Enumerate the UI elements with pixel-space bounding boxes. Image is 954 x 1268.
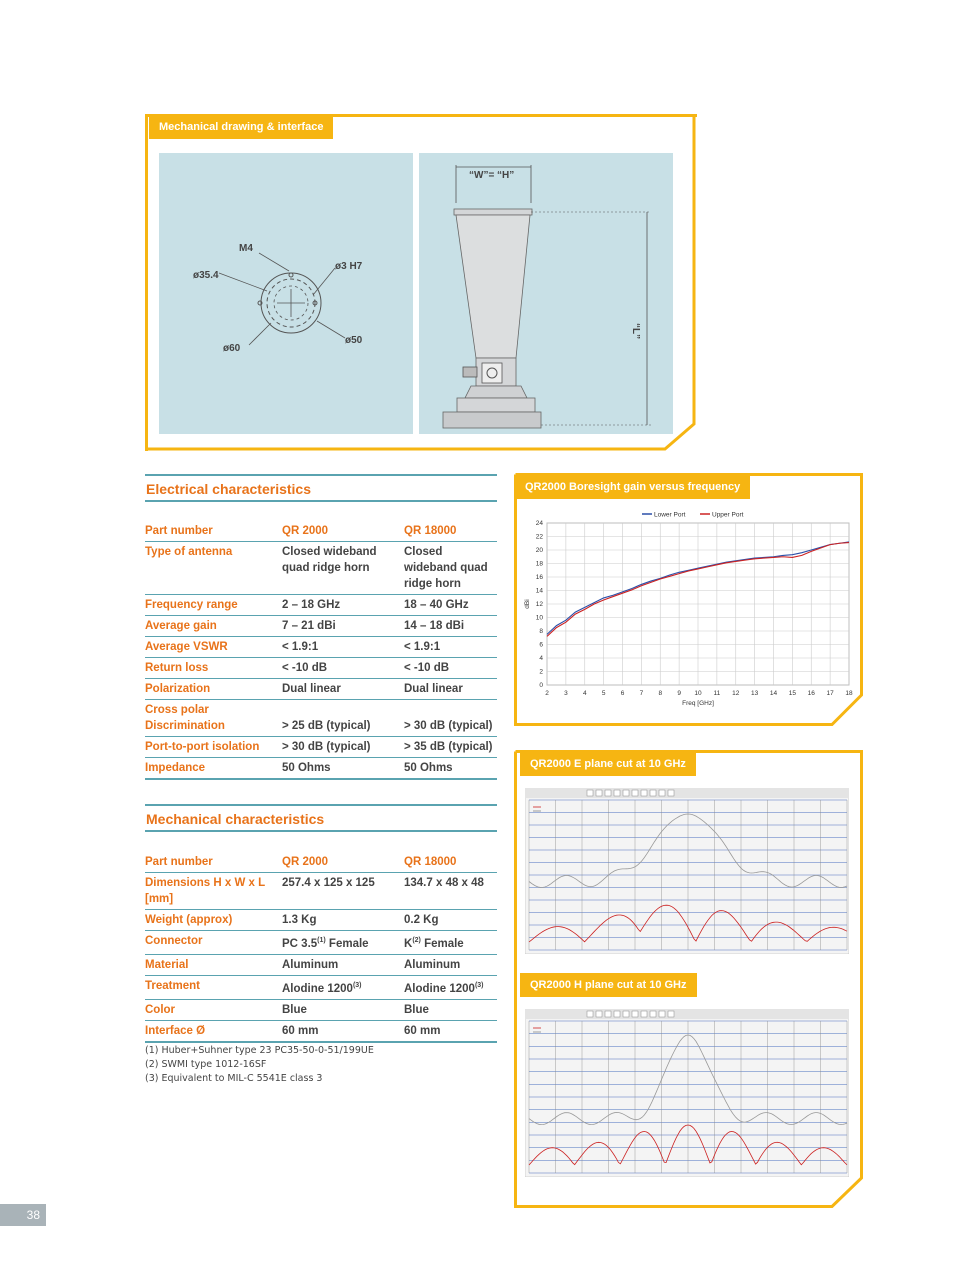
row-value-qr2000: 1.3 Kg bbox=[282, 914, 317, 926]
page-number: 38 bbox=[0, 1204, 46, 1226]
label-d35: ø35.4 bbox=[193, 270, 219, 281]
row-key: Average VSWR bbox=[145, 641, 228, 653]
row-value-qr18000 bbox=[404, 975, 497, 999]
table-row bbox=[145, 679, 497, 700]
front-view-panel bbox=[159, 153, 413, 434]
side-view-panel bbox=[419, 153, 673, 434]
gain-chart bbox=[515, 503, 860, 713]
row-value-qr2000: 7 – 21 dBi bbox=[282, 620, 336, 632]
row-value-qr18000: 0.2 Kg bbox=[404, 914, 439, 926]
mechanical-table bbox=[145, 852, 497, 1043]
row-key: Weight (approx) bbox=[145, 914, 233, 926]
row-value-qr2000: Dual linear bbox=[282, 683, 341, 695]
row-key: Connector bbox=[145, 935, 203, 947]
row-key: Material bbox=[145, 958, 189, 971]
toolbar-icon bbox=[605, 790, 611, 796]
y-tick-label: 16 bbox=[535, 574, 543, 581]
row-key: Return loss bbox=[145, 662, 209, 674]
toolbar-icon bbox=[659, 790, 665, 796]
table-row bbox=[145, 737, 497, 758]
x-tick-label: 13 bbox=[751, 690, 759, 697]
x-tick-label: 2 bbox=[545, 690, 549, 697]
y-tick-label: 22 bbox=[535, 533, 543, 541]
row-key: Impedance bbox=[145, 762, 206, 774]
row-value-qr2000: 2 – 18 GHz bbox=[282, 599, 341, 611]
row-value-qr2000: > 25 dB (typical) bbox=[282, 720, 371, 732]
pattern-background bbox=[525, 788, 849, 954]
row-value-qr2000: < -10 dB bbox=[282, 662, 328, 674]
connector-b: K bbox=[404, 937, 413, 950]
row-key: Port-to-port isolation bbox=[145, 741, 260, 753]
x-tick-label: 11 bbox=[713, 690, 721, 697]
x-tick-label: 9 bbox=[677, 690, 681, 697]
y-tick-label: 4 bbox=[539, 655, 543, 662]
mechanical-header-row bbox=[145, 852, 497, 873]
pattern-toolbar bbox=[525, 788, 849, 798]
row-key: Average gain bbox=[145, 620, 217, 632]
table-row bbox=[145, 954, 497, 975]
treatment-b: Alodine 1200 bbox=[404, 982, 475, 995]
row-value-qr18000: Closed wideband quad ridge horn bbox=[404, 546, 488, 590]
electrical-title: Electrical characteristics bbox=[145, 474, 497, 502]
row-value-qr2000 bbox=[282, 931, 404, 955]
row-value-qr2000: Aluminum bbox=[282, 958, 339, 971]
row-value-qr2000 bbox=[282, 975, 404, 999]
label-d50: ø50 bbox=[345, 335, 363, 346]
y-tick-label: 8 bbox=[539, 628, 543, 635]
row-value-qr2000: 50 Ohms bbox=[282, 762, 331, 774]
row-value-qr18000: 14 – 18 dBi bbox=[404, 620, 465, 632]
toolbar-icon bbox=[668, 1011, 674, 1017]
row-value-qr18000: 60 mm bbox=[404, 1024, 441, 1037]
x-tick-label: 17 bbox=[826, 690, 834, 697]
row-key: Polarization bbox=[145, 683, 211, 695]
label-d60: ø60 bbox=[223, 343, 241, 354]
toolbar-icon bbox=[614, 790, 620, 796]
y-tick-label: 14 bbox=[535, 587, 543, 595]
label-l: “L” bbox=[630, 323, 641, 340]
row-value-qr2000: 257.4 x 125 x 125 bbox=[282, 877, 375, 889]
row-value-qr18000: < -10 dB bbox=[404, 662, 450, 674]
label-m4: M4 bbox=[239, 243, 253, 254]
x-tick-label: 7 bbox=[639, 690, 644, 697]
x-tick-label: 15 bbox=[788, 690, 796, 697]
toolbar-icon bbox=[641, 1011, 647, 1017]
table-row bbox=[145, 1020, 497, 1042]
y-tick-label: 12 bbox=[535, 601, 543, 608]
connector-a-tail: Female bbox=[325, 937, 369, 950]
x-tick-label: 14 bbox=[769, 690, 778, 697]
connector-b-tail: Female bbox=[420, 937, 464, 950]
x-tick-label: 18 bbox=[845, 690, 853, 697]
eplane-tag: QR2000 E plane cut at 10 GHz bbox=[520, 752, 696, 776]
table-row bbox=[145, 595, 497, 616]
row-value-qr18000: Aluminum bbox=[404, 958, 461, 971]
toolbar-icon bbox=[596, 1011, 602, 1017]
table-row bbox=[145, 931, 497, 955]
x-tick-label: 4 bbox=[582, 690, 587, 697]
x-tick-label: 10 bbox=[694, 690, 702, 697]
row-key: Cross polar Discrimination bbox=[145, 704, 225, 732]
toolbar-icon bbox=[614, 1011, 620, 1017]
pattern-toolbar bbox=[525, 1009, 849, 1019]
header-cell: Part number bbox=[145, 525, 213, 537]
gain-chart-tag: QR2000 Boresight gain versus frequency bbox=[515, 475, 750, 499]
header-cell: QR 18000 bbox=[404, 856, 457, 868]
toolbar-icon bbox=[623, 790, 629, 796]
x-tick-label: 6 bbox=[620, 690, 625, 697]
connector-a: PC 3.5 bbox=[282, 937, 318, 950]
y-tick-label: 10 bbox=[535, 614, 543, 622]
side-view-drawing bbox=[419, 153, 673, 434]
x-tick-label: 8 bbox=[658, 690, 663, 697]
table-row bbox=[145, 542, 497, 595]
row-value-qr18000 bbox=[404, 931, 497, 955]
header-cell: QR 2000 bbox=[282, 525, 329, 537]
y-tick-label: 20 bbox=[535, 547, 543, 554]
toolbar-icon bbox=[650, 790, 656, 796]
row-key: Frequency range bbox=[145, 599, 238, 611]
y-tick-label: 0 bbox=[539, 682, 543, 689]
pattern-background bbox=[525, 1009, 849, 1177]
table-row bbox=[145, 616, 497, 637]
y-axis-label: dBi bbox=[524, 599, 531, 609]
treatment-a: Alodine 1200 bbox=[282, 982, 353, 995]
table-row bbox=[145, 658, 497, 679]
table-row bbox=[145, 758, 497, 780]
row-key: Type of antenna bbox=[145, 546, 233, 558]
y-tick-label: 18 bbox=[535, 560, 543, 568]
row-value-qr18000: > 30 dB (typical) bbox=[404, 720, 493, 732]
toolbar-icon bbox=[659, 1011, 665, 1017]
row-value-qr18000: 50 Ohms bbox=[404, 762, 453, 774]
x-axis-label: Freq [GHz] bbox=[682, 700, 714, 707]
x-tick-label: 5 bbox=[601, 690, 606, 697]
footnote-ref: (3) bbox=[352, 981, 362, 989]
y-tick-label: 2 bbox=[539, 668, 543, 676]
legend-label: Lower Port bbox=[654, 511, 686, 519]
footnote: (2) SWMI type 1012-16SF bbox=[145, 1059, 267, 1070]
table-row bbox=[145, 910, 497, 931]
row-key: Dimensions H x W x L [mm] bbox=[145, 877, 265, 905]
legend-label: Upper Port bbox=[712, 511, 744, 519]
footnote: (1) Huber+Suhner type 23 PC35-50-0-51/199UE bbox=[145, 1045, 374, 1056]
x-tick-label: 12 bbox=[732, 690, 740, 697]
toolbar-icon bbox=[632, 790, 638, 796]
toolbar-icon bbox=[605, 1011, 611, 1017]
row-value-qr2000: 60 mm bbox=[282, 1024, 319, 1037]
header-cell: QR 18000 bbox=[404, 525, 457, 537]
y-tick-label: 24 bbox=[535, 520, 543, 527]
toolbar-icon bbox=[650, 1011, 656, 1017]
hplane-tag: QR2000 H plane cut at 10 GHz bbox=[520, 973, 697, 997]
row-value-qr18000: < 1.9:1 bbox=[404, 641, 441, 653]
row-value-qr18000: 134.7 x 48 x 48 bbox=[404, 877, 484, 889]
x-tick-label: 16 bbox=[807, 690, 815, 697]
row-value-qr2000: Blue bbox=[282, 1003, 307, 1016]
label-d3h7: ø3 H7 bbox=[335, 261, 363, 272]
toolbar-icon bbox=[596, 790, 602, 796]
table-row bbox=[145, 637, 497, 658]
footnotes bbox=[145, 1044, 374, 1086]
mechanical-drawing-tag: Mechanical drawing & interface bbox=[149, 115, 333, 139]
header-cell: Part number bbox=[145, 856, 213, 868]
toolbar-icon bbox=[632, 1011, 638, 1017]
footnote-ref: (1) bbox=[317, 937, 326, 944]
footnote-ref: (2) bbox=[412, 937, 421, 944]
row-value-qr18000: 18 – 40 GHz bbox=[404, 599, 469, 611]
front-view-drawing bbox=[159, 153, 413, 434]
row-value-qr2000: Closed wideband quad ridge horn bbox=[282, 546, 377, 574]
footnote-ref: (3) bbox=[474, 981, 484, 989]
footnote: (3) Equivalent to MIL-C 5541E class 3 bbox=[145, 1073, 323, 1084]
table-row bbox=[145, 700, 497, 737]
electrical-table bbox=[145, 521, 497, 780]
row-key: Color bbox=[145, 1003, 176, 1016]
row-value-qr18000: Blue bbox=[404, 1003, 429, 1016]
toolbar-icon bbox=[623, 1011, 629, 1017]
label-w-eq-h: “W”= “H” bbox=[469, 170, 515, 181]
toolbar-icon bbox=[587, 790, 593, 796]
row-value-qr18000: > 35 dB (typical) bbox=[404, 741, 493, 753]
row-value-qr18000: Dual linear bbox=[404, 683, 463, 695]
table-row bbox=[145, 873, 497, 910]
x-tick-label: 3 bbox=[564, 690, 568, 697]
table-row bbox=[145, 999, 497, 1020]
table-row bbox=[145, 975, 497, 999]
toolbar-icon bbox=[587, 1011, 593, 1017]
toolbar-icon bbox=[641, 790, 647, 796]
hplane-pattern-plot bbox=[525, 1009, 849, 1177]
eplane-pattern-plot bbox=[525, 788, 849, 954]
y-tick-label: 6 bbox=[539, 641, 543, 649]
mechanical-title: Mechanical characteristics bbox=[145, 804, 497, 832]
row-value-qr2000: > 30 dB (typical) bbox=[282, 741, 371, 753]
header-cell: QR 2000 bbox=[282, 856, 329, 868]
row-value-qr2000: < 1.9:1 bbox=[282, 641, 319, 653]
row-key: Interface Ø bbox=[145, 1024, 206, 1037]
electrical-header-row bbox=[145, 521, 497, 542]
row-key: Treatment bbox=[145, 979, 200, 992]
toolbar-icon bbox=[668, 790, 674, 796]
